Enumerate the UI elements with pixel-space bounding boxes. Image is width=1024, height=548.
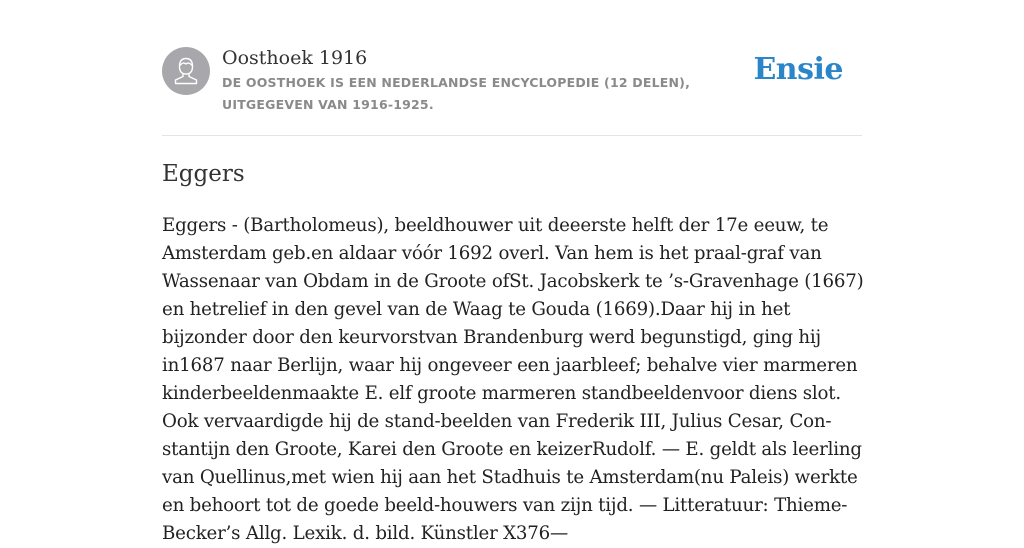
source-avatar[interactable] bbox=[162, 47, 210, 95]
source-description: DE OOSTHOEK IS EEN NEDERLANDSE ENCYCLOPEDIE (12 DELEN), UITGEGEVEN VAN 1916-1925. bbox=[222, 75, 691, 112]
ensie-logo[interactable]: Ensie bbox=[753, 52, 843, 87]
entry-body: Eggers - (Bartholomeus), beeldhouwer uit deeerste helft der 17e eeuw, te Amsterdam geb.en aldaar vóór 1692 overl. Van hem is het praal-graf van Wassenaar van Obdam in de Groote ofSt. Jacobskerk te ’s-Gravenhage (1667) en hetrelief in den gevel van de Waag te Gouda (1669).Daar hij in het bijzonder door den keurvorstvan Brandenburg werd begunstigd, ging hij in1687 naar Berlijn, waar hij ongeveer een jaarbleef; behalve vier marmeren kinderbeeldenmaakte E. elf groote marmeren standbeeldenvoor diens slot. Ook vervaardigde hij de stand-beelden van Frederik III, Julius Cesar, Con-stantijn den Groote, Karei den Groote en keizerRudolf. — E. geldt als leerling van Quellinus,met wien hij aan het Stadhuis te Amsterdam(nu Paleis) werkte en behoort tot de goede beeld-houwers van zijn tijd. — Litteratuur: Thieme-Becker’s Allg. Lexik. d. bild. Künstler X376— bbox=[162, 215, 864, 544]
entry-title: Eggers bbox=[162, 161, 245, 187]
source-header bbox=[162, 46, 862, 116]
user-silhouette-icon bbox=[162, 47, 210, 95]
source-title-link[interactable]: Oosthoek 1916 bbox=[222, 47, 368, 69]
header-divider bbox=[162, 135, 862, 136]
